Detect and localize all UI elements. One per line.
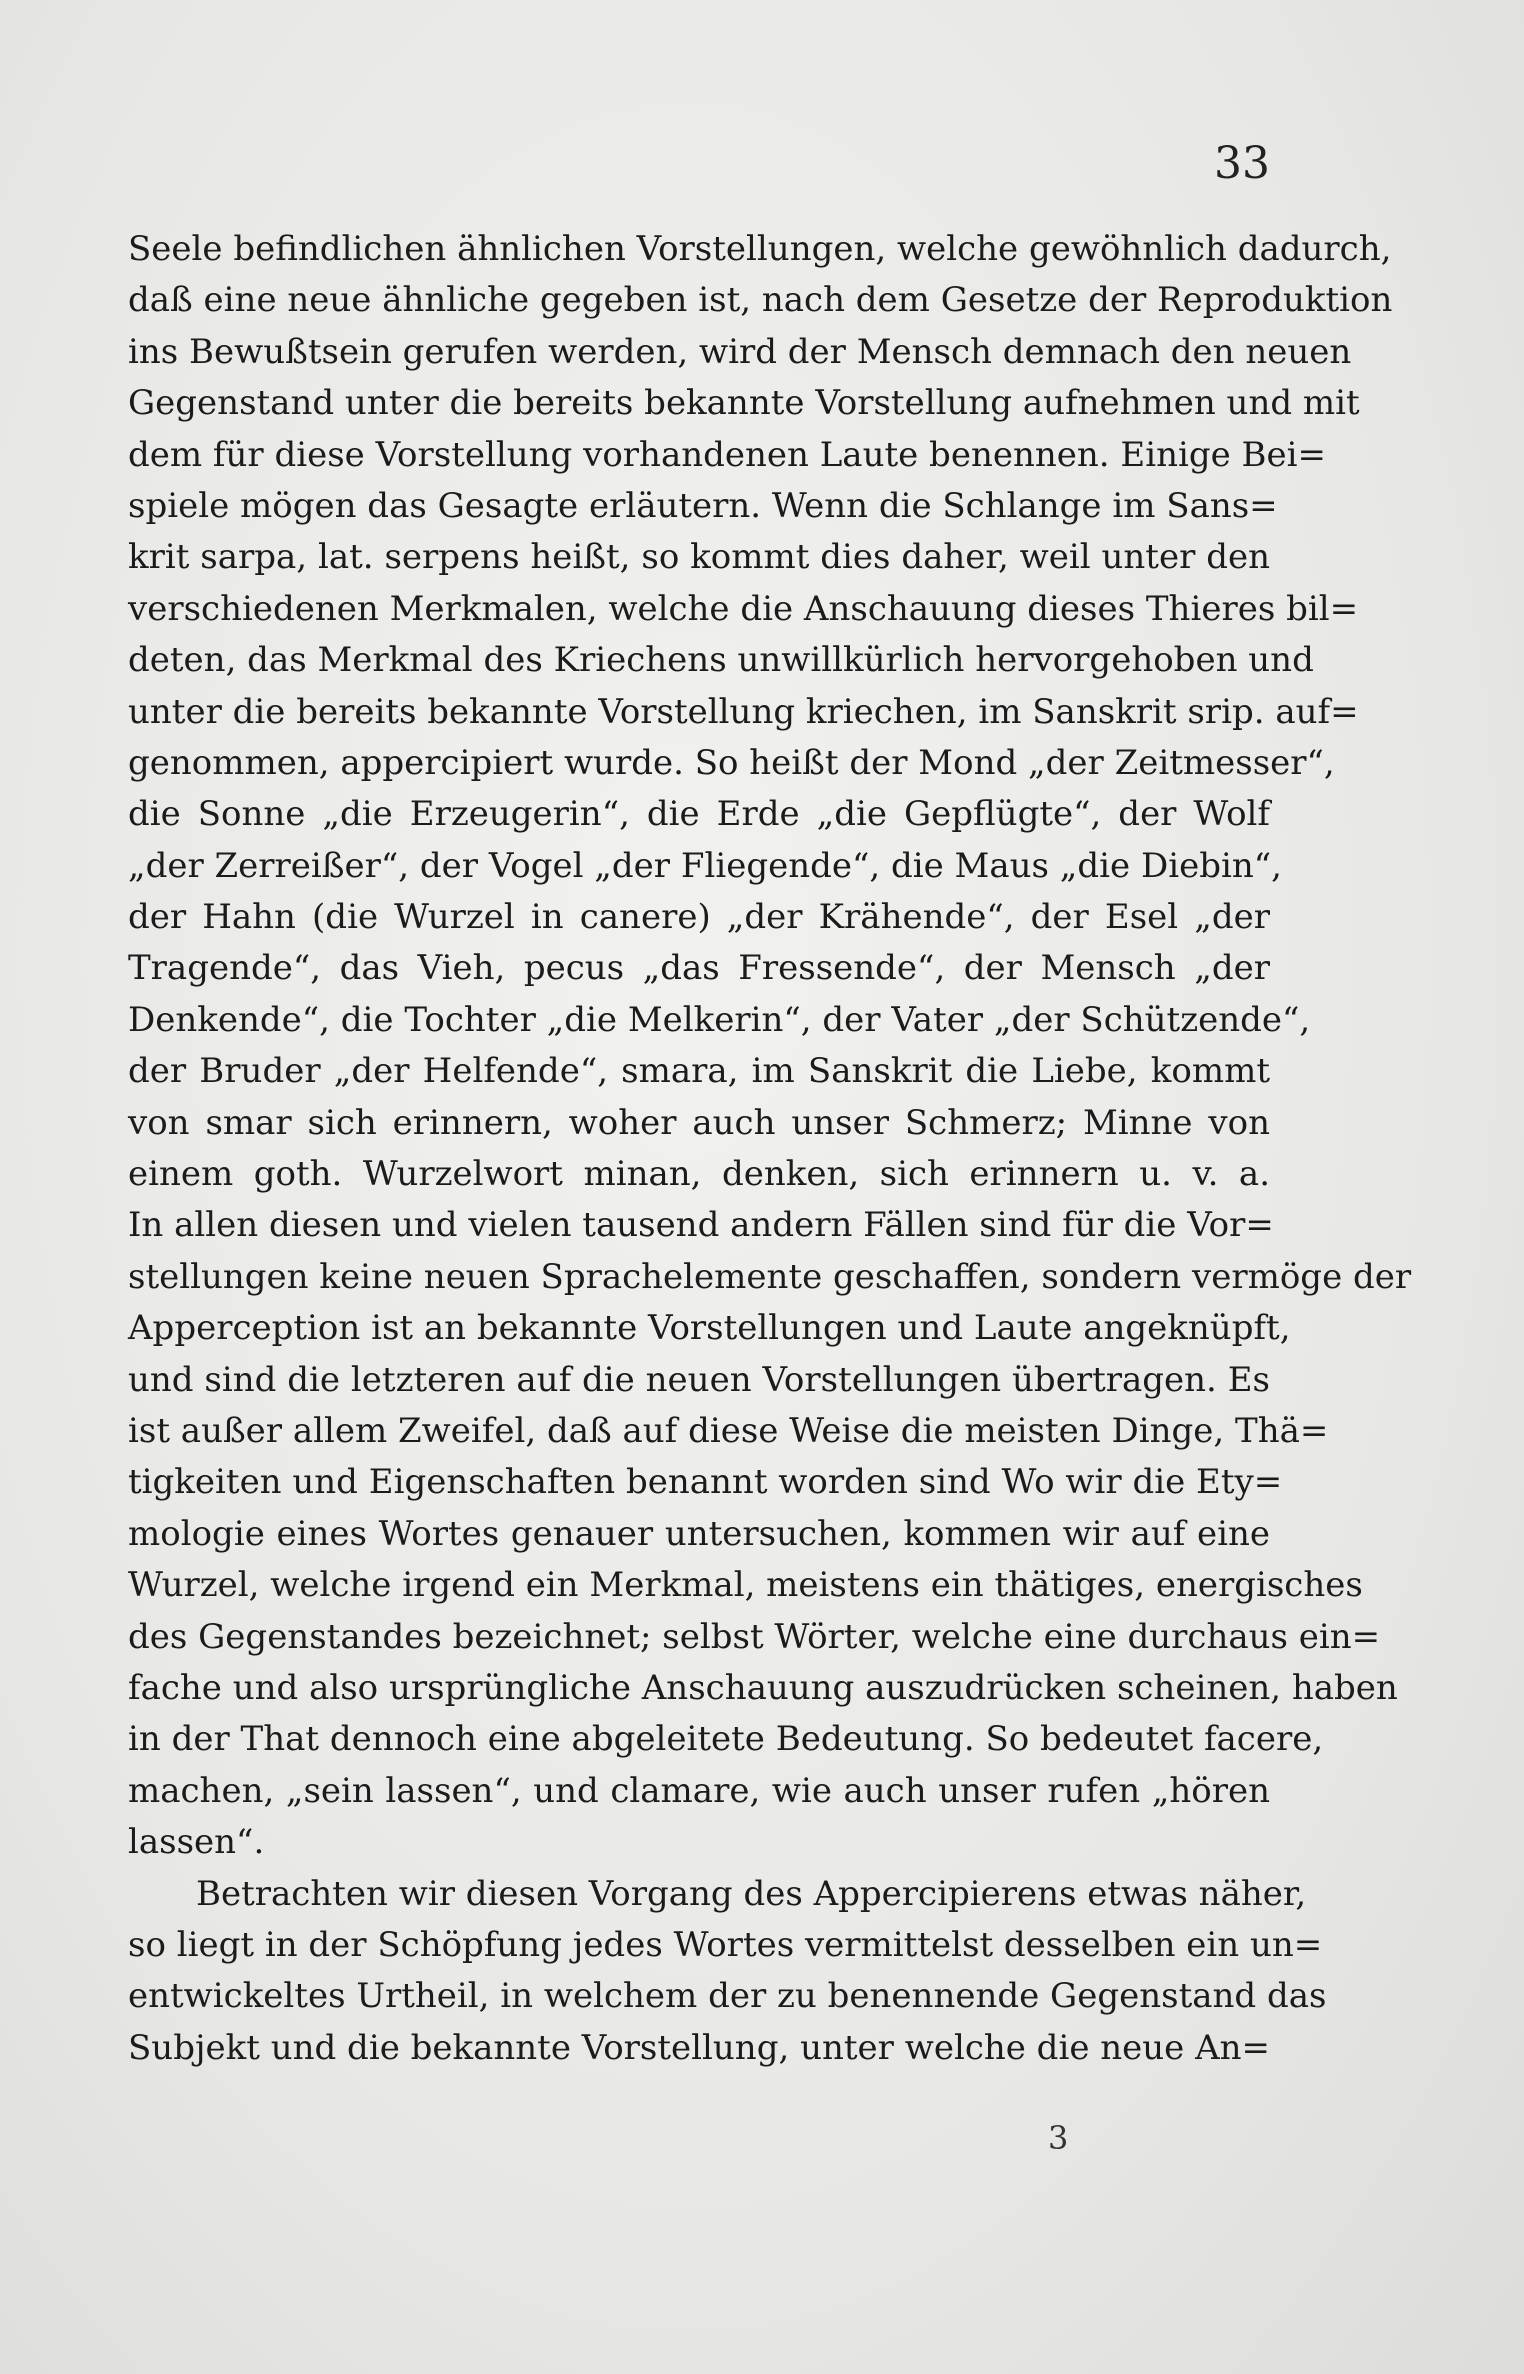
- text-line: genommen, appercipiert wurde. So heißt der Mond „der Zeitmesser“,: [128, 742, 1335, 783]
- text-line: verschiedenen Merkmalen, welche die Anschauung dieses Thieres bil=: [128, 588, 1359, 629]
- text-line: stellungen keine neuen Sprachelemente geschaffen, sondern vermöge der: [128, 1256, 1412, 1297]
- text-line: des Gegenstandes bezeichnet; selbst Wörter, welche eine durchaus ein=: [128, 1616, 1381, 1657]
- text-line: spiele mögen das Gesagte erläutern. Wenn die Schlange im Sans=: [128, 485, 1278, 526]
- text-line: Subjekt und die bekannte Vorstellung, unter welche die neue An=: [128, 2027, 1271, 2068]
- signature-mark: 3: [1048, 2119, 1069, 2157]
- text-line: unter die bereits bekannte Vorstellung kriechen, im Sanskrit srip. auf=: [128, 691, 1359, 732]
- text-line: Seele befindlichen ähnlichen Vorstellungen, welche gewöhnlich dadurch,: [128, 229, 1392, 269]
- text-line: daß eine neue ähnliche gegeben ist, nach dem Gesetze der Reproduktion: [128, 280, 1393, 321]
- text-line: einem goth. Wurzelwort minan, denken, sich erinnern u. v. a.: [128, 1154, 1270, 1195]
- text-line: von smar sich erinnern, woher auch unser Schmerz; Minne von: [128, 1102, 1270, 1143]
- page-number: 33: [1214, 138, 1270, 189]
- paragraph-start-line: Betrachten wir diesen Vorgang des Appercipierens etwas näher,: [196, 1873, 1307, 1914]
- text-line: in der That dennoch eine abgeleitete Bedeutung. So bedeutet facere,: [128, 1719, 1324, 1760]
- text-line: machen, „sein lassen“, und clamare, wie auch unser rufen „hören: [128, 1770, 1270, 1811]
- text-line: dem für diese Vorstellung vorhandenen Laute benennen. Einige Bei=: [128, 434, 1327, 475]
- text-line: deten, das Merkmal des Kriechens unwillkürlich hervorgehoben und: [128, 640, 1314, 681]
- text-line: Denkende“, die Tochter „die Melkerin“, der Vater „der Schützende“,: [128, 999, 1311, 1040]
- body-text: [128, 224, 1412, 2074]
- text-line: krit sarpa, lat. serpens heißt, so kommt dies daher, weil unter den: [128, 537, 1270, 578]
- text-line: mologie eines Wortes genauer untersuchen, kommen wir auf eine: [128, 1513, 1270, 1554]
- text-line: Apperception ist an bekannte Vorstellungen und Laute angeknüpft,: [128, 1308, 1291, 1349]
- text-line: ins Bewußtsein gerufen werden, wird der Mensch demnach den neuen: [128, 331, 1352, 372]
- text-line: In allen diesen und vielen tausend andern Fällen sind für die Vor=: [128, 1205, 1274, 1246]
- text-line: ist außer allem Zweifel, daß auf diese Weise die meisten Dinge, Thä=: [128, 1410, 1329, 1451]
- text-line: und sind die letzteren auf die neuen Vorstellungen übertragen. Es: [128, 1359, 1270, 1400]
- text-line: der Bruder „der Helfende“, smara, im Sanskrit die Liebe, kommt: [128, 1051, 1270, 1092]
- text-line: lassen“.: [128, 1822, 265, 1863]
- text-line: Gegenstand unter die bereits bekannte Vorstellung aufnehmen und mit: [128, 383, 1360, 424]
- text-line: Wurzel, welche irgend ein Merkmal, meistens ein thätiges, energisches: [128, 1565, 1363, 1606]
- text-line: der Hahn (die Wurzel in canere) „der Krähende“, der Esel „der: [128, 897, 1270, 938]
- text-line: tigkeiten und Eigenschaften benannt worden sind Wo wir die Ety=: [128, 1462, 1283, 1503]
- text-line: so liegt in der Schöpfung jedes Wortes vermittelst desselben ein un=: [128, 1924, 1323, 1965]
- text-line: Tragende“, das Vieh, pecus „das Fressende“, der Mensch „der: [128, 948, 1270, 989]
- text-line: die Sonne „die Erzeugerin“, die Erde „die Gepflügte“, der Wolf: [128, 794, 1270, 835]
- text-line: entwickeltes Urtheil, in welchem der zu benennende Gegenstand das: [128, 1976, 1327, 2017]
- text-line: „der Zerreißer“, der Vogel „der Fliegende“, die Maus „die Diebin“,: [128, 845, 1282, 886]
- text-line: fache und also ursprüngliche Anschauung auszudrücken scheinen, haben: [128, 1667, 1398, 1708]
